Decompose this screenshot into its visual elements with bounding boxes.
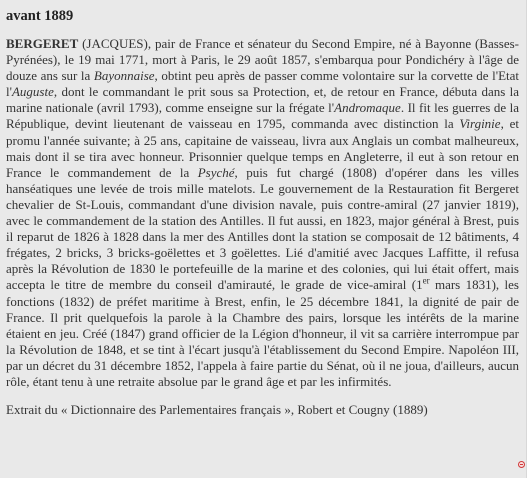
biography-text	[6, 36, 519, 390]
red-circle-icon[interactable]	[518, 461, 525, 468]
biography-segment: , dont le commandant le prit sous sa Protection, et, de retour en France, débuta dans la marine nationale (avril 1793), comme enseigne sur la frégate l'	[6, 84, 519, 116]
biography-segment: mars 1831), les fonctions (1832) de préfet maritime à Brest, enfin, le 25 décembre 1841, la dignité de pair de France. Il prit quelquefois la parole à la Chambre des pairs, lorsque les intérêts de la marine étaient en jeu. Créé (1847) grand officier de la Légion d'honneur, il vit sa carrière interrompue par la Révolution de 1848, et se tint à l'écart jusqu'à l'établissement du Second Empire. Napoléon III, par un décret du 31 décembre 1852, l'appela à faire partie du Sénat, où il ne joua, d'ailleurs, aucun rôle, étant tenu à une retraite absolue par le grand âge et par les infirmités.	[6, 277, 519, 389]
ship-name: Virginie	[459, 116, 501, 132]
source-citation: Extrait du « Dictionnaire des Parlementaires français », Robert et Cougny (1889)	[6, 402, 428, 418]
person-name: BERGERET	[6, 36, 79, 51]
biography-segment: , et promu l'année suivante; à 25 ans, capitaine de vaisseau, livra aux Anglais un combat malheureux, mais dont il se tira avec honneur. Prisonnier quelque temps en Angleterre, il eut à son retour en France le commandement de la	[6, 116, 519, 180]
ship-name: Bayonnaise	[93, 68, 155, 84]
ordinal-superscript: er	[422, 276, 430, 287]
ship-name: Psyché	[197, 164, 235, 180]
biography-segment: (JACQUES), pair de France et sénateur du Second Empire, né à Bayonne (Basses-Pyrénées), le 19 mai 1771, mort à Paris, le 29 août 1857, s'embarqua pour Pondichéry à l'âge de douze ans sur la	[6, 36, 519, 84]
biography-segment: , puis fut chargé (1808) d'opérer dans les villes hanséatiques une levée de trois mille matelots. Le gouvernement de la Restauration fit Bergeret chevalier de St-Louis, commandant d'une division navale, puis contre-amiral (27 janvier 1819), avec le commandement de la station des Antilles. Il fut aussi, en 1823, major général à Brest, puis il reparut de 1826 à 1828 dans la mer des Antilles dont la station se composait de 12 bâtiments, 4 frégates, 2 bricks, 3 bricks-goëlettes et 3 goëlettes. Lié d'amitié avec Jacques Laffitte, il refusa après la Révolution de 1830 le portefeuille de la marine et des colonies, qui lui était offert, mais accepta le titre de membre du conseil d'amirauté, le grade de vice-amiral (1	[6, 164, 519, 293]
section-heading: avant 1889	[6, 8, 74, 24]
ship-name: Andromaque	[334, 100, 401, 116]
biography-segment: . Il fit les guerres de la République, devint lieutenant de vaisseau en 1795, commanda avec distinction la	[6, 100, 519, 132]
biography-segment: , obtint peu après de passer comme volontaire sur la corvette de l'Etat l'	[6, 68, 519, 100]
ship-name: Auguste	[11, 84, 54, 100]
